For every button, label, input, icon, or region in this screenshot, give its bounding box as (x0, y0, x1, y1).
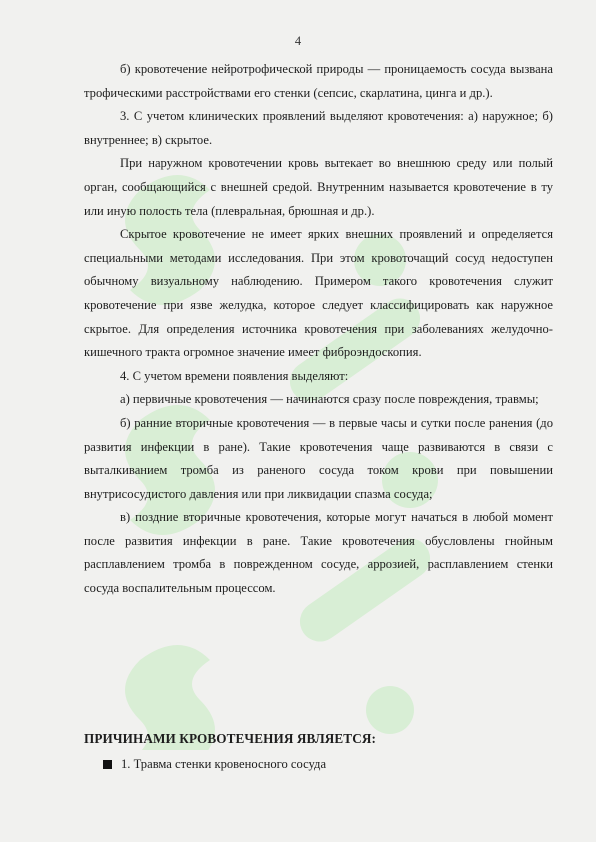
paragraph: б) кровотечение нейротрофической природы — проницаемость сосуда вызвана трофическими расстройствами его стенки (сепсис, скарлатина, цинга и др.). (84, 62, 553, 100)
paragraph: а) первичные кровотечения — начинаются сразу после повреждения, травмы; (120, 392, 539, 407)
paragraph: в) поздние вторичные кровотечения, которые могут начаться в любой момент после развития инфекции в ране. Такие кровотечения обусловлены гнойным расплавлением тромба в поврежденном сосуде, аррозией, расплавлением стенки сосуда воспалительным процессом. (84, 510, 553, 596)
list-item (103, 757, 553, 772)
paragraph: б) ранние вторичные кровотечения — в первые часы и сутки после ранения (до развития инфекции в ране). Такие кровотечения чаще развиваются в связи с выталкиванием тромба из раненого сосуда током крови при повышении внутрисосудистого давления или при ликвидации спазма сосуда; (84, 415, 553, 501)
square-bullet-icon (103, 760, 112, 769)
paragraph: Скрытое кровотечение не имеет ярких внешних проявлений и определяется специальными методами исследования. При этом кровоточащий сосуд недоступен обычному визуальному наблюдению. Примером такого кровотечения служит кровотечение при язве желудка, которое следует классифицировать как наружное скрытое. Для определения источника кровотечения при заболеваниях желудочно-кишечного тракта огромное значение имеет фиброэндоскопия. (84, 227, 553, 360)
body-text (84, 58, 553, 601)
paragraph: 4. С учетом времени появления выделяют: (120, 368, 349, 383)
section-heading: ПРИЧИНАМИ КРОВОТЕЧЕНИЯ ЯВЛЯЕТСЯ: (84, 731, 376, 746)
paragraph: 3. С учетом клинических проявлений выделяют кровотечения: а) наружное; б) внутреннее; в) скрытое. (84, 109, 553, 147)
page-number: 4 (294, 34, 302, 48)
list-item-text: 1. Травма стенки кровеносного сосуда (121, 757, 327, 771)
paragraph: При наружном кровотечении кровь вытекает во внешнюю среду или полый орган, сообщающийся с внешней средой. Внутренним называется кровотечение в ту или иную полость тела (плевральная, брюшная и др.). (84, 156, 553, 218)
